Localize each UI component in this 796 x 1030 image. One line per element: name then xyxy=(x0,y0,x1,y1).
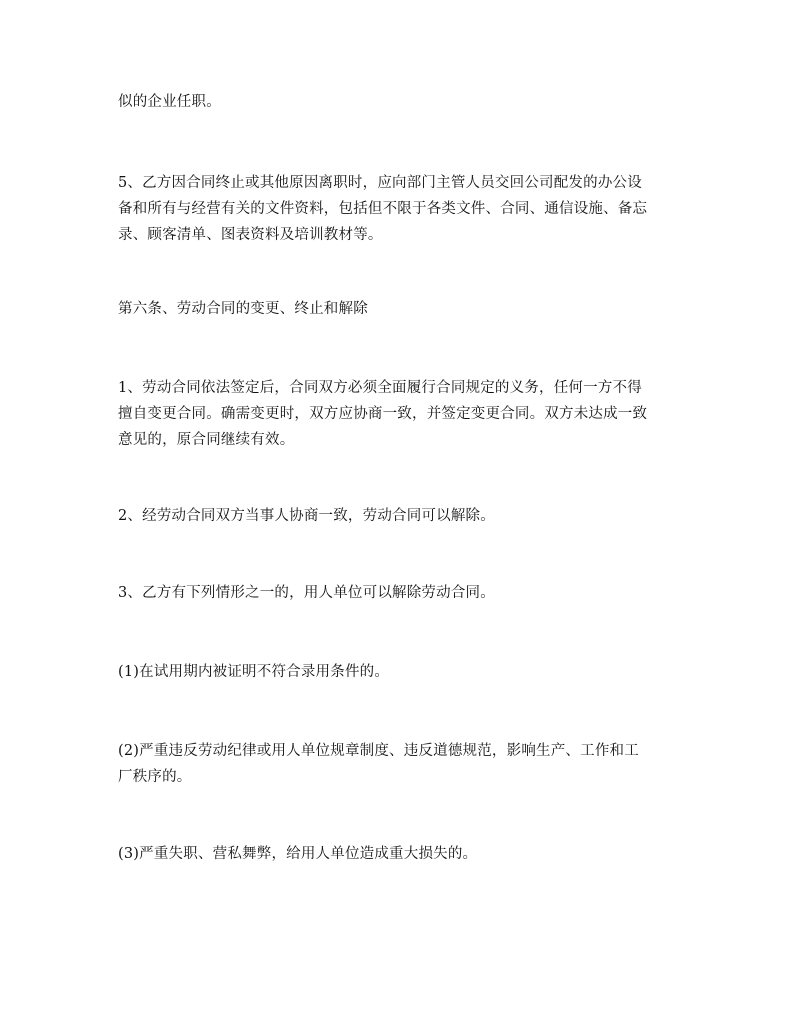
text-line: (2)严重违反劳动纪律或用人单位规章制度、违反道德规范，影响生产、工作和工 xyxy=(118,743,639,759)
paragraph-item-2 xyxy=(118,503,684,529)
text-line: 第六条、劳动合同的变更、终止和解除 xyxy=(118,301,368,317)
paragraph-continuation xyxy=(118,89,684,115)
text-line: 2、经劳动合同双方当事人协商一致，劳动合同可以解除。 xyxy=(118,508,495,524)
paragraph-subitem-1 xyxy=(118,659,684,685)
paragraph-subitem-3 xyxy=(118,841,684,867)
text-line: 擅自变更合同。确需变更时，双方应协商一致，并签定变更合同。双方未达成一致 xyxy=(118,406,648,422)
text-line: 1、劳动合同依法签定后，合同双方必须全面履行合同规定的义务，任何一方不得 xyxy=(118,380,642,396)
text-line: 似的企业任职。 xyxy=(118,94,221,110)
text-line: 备和所有与经营有关的文件资料，包括但不限于各类文件、合同、通信设施、备忘 xyxy=(118,201,648,217)
text-line: 意见的，原合同继续有效。 xyxy=(118,432,295,448)
text-line: (1)在试用期内被证明不符合录用条件的。 xyxy=(118,664,390,680)
paragraph-item-3 xyxy=(118,580,684,606)
text-line: 厂秩序的。 xyxy=(118,769,192,785)
text-line: (3)严重失职、营私舞弊，给用人单位造成重大损失的。 xyxy=(118,846,478,862)
paragraph-item-5 xyxy=(118,170,684,248)
paragraph-subitem-2 xyxy=(118,738,684,790)
text-line: 5、乙方因合同终止或其他原因离职时，应向部门主管人员交回公司配发的办公设 xyxy=(118,175,642,191)
text-line: 3、乙方有下列情形之一的，用人单位可以解除劳动合同。 xyxy=(118,585,495,601)
text-line: 录、顾客清单、图表资料及培训教材等。 xyxy=(118,227,383,243)
section-heading-article-6 xyxy=(118,296,684,322)
paragraph-item-1 xyxy=(118,375,684,453)
